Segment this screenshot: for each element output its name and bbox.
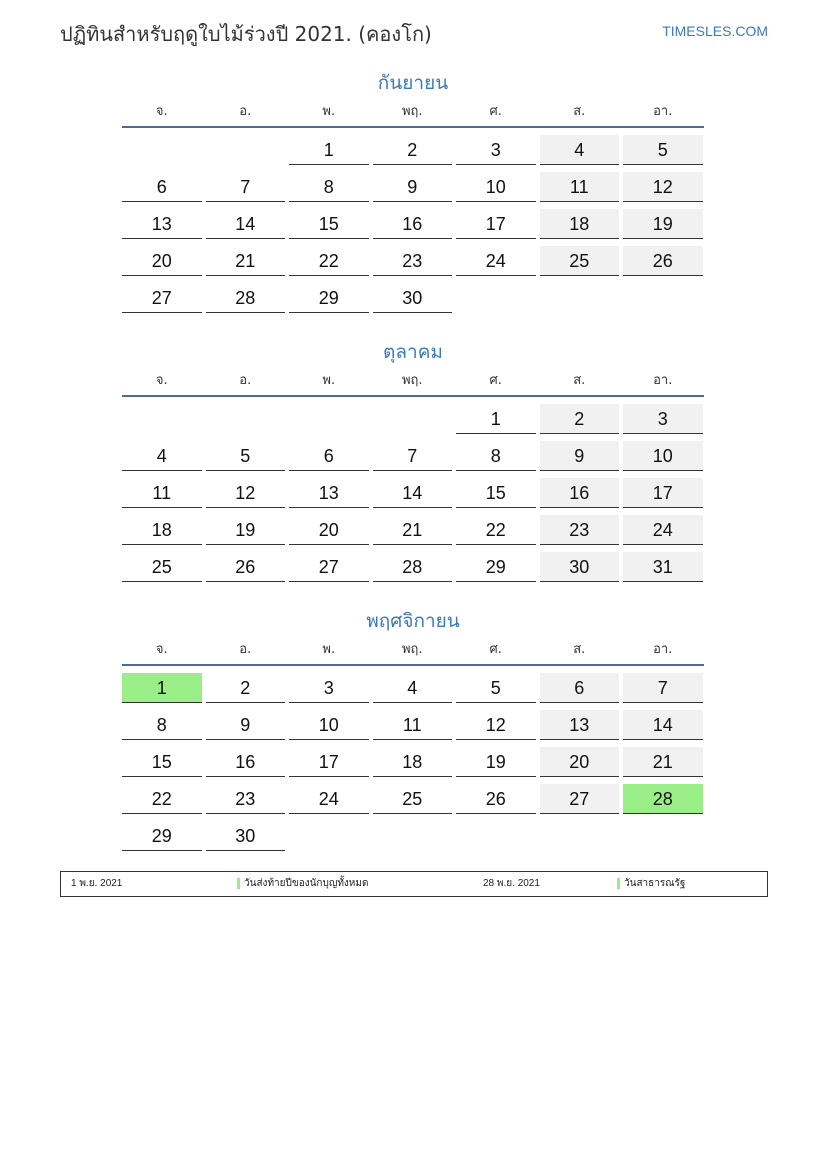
empty-cell	[540, 821, 620, 850]
day-cell[interactable]: 23	[540, 515, 620, 545]
month-november	[122, 606, 704, 851]
holiday-legend	[60, 871, 768, 897]
month-october	[122, 337, 704, 582]
day-cell[interactable]: 23	[373, 246, 453, 276]
day-cell[interactable]: 1	[289, 135, 369, 165]
day-cell[interactable]: 28	[623, 784, 703, 814]
day-cell[interactable]: 19	[623, 209, 703, 239]
day-cell[interactable]: 26	[206, 552, 286, 582]
day-cell[interactable]: 5	[206, 441, 286, 471]
legend-label: วันส่งท้ายปีของนักบุญทั้งหมด	[244, 878, 369, 889]
day-cell[interactable]: 18	[373, 747, 453, 777]
weekday-label: อ.	[239, 104, 252, 119]
weekday-label: จ.	[155, 373, 168, 388]
empty-cell	[289, 404, 369, 433]
day-cell[interactable]: 16	[206, 747, 286, 777]
day-cell[interactable]: 17	[623, 478, 703, 508]
holiday-marker-icon	[237, 878, 240, 889]
day-cell[interactable]: 27	[289, 552, 369, 582]
day-cell[interactable]: 26	[623, 246, 703, 276]
day-cell[interactable]: 3	[289, 673, 369, 703]
day-cell[interactable]: 2	[373, 135, 453, 165]
day-cell[interactable]: 15	[456, 478, 536, 508]
day-cell[interactable]: 11	[373, 710, 453, 740]
empty-cell	[289, 821, 369, 850]
day-cell[interactable]: 2	[540, 404, 620, 434]
day-cell[interactable]: 13	[122, 209, 202, 239]
day-cell[interactable]: 29	[289, 283, 369, 313]
day-cell[interactable]: 4	[122, 441, 202, 471]
day-cell[interactable]: 24	[456, 246, 536, 276]
day-cell[interactable]: 14	[623, 710, 703, 740]
day-cell[interactable]: 23	[206, 784, 286, 814]
day-grid	[122, 666, 704, 851]
page-title: ปฏิทินสำหรับฤดูใบไม้ร่วงปี 2021. (คองโก)	[60, 22, 432, 46]
empty-cell	[206, 404, 286, 433]
empty-cell	[122, 404, 202, 433]
day-cell[interactable]: 8	[456, 441, 536, 471]
day-cell[interactable]: 11	[122, 478, 202, 508]
month-name: ตุลาคม	[383, 341, 443, 363]
day-cell[interactable]: 17	[456, 209, 536, 239]
day-cell[interactable]: 7	[623, 673, 703, 703]
weekday-label: ส.	[573, 104, 586, 119]
day-cell[interactable]: 25	[373, 784, 453, 814]
weekday-header	[122, 640, 704, 666]
day-cell[interactable]: 30	[540, 552, 620, 582]
day-cell[interactable]: 1	[122, 673, 202, 703]
weekday-label: พ.	[322, 104, 336, 119]
weekday-label: พฤ.	[401, 373, 423, 388]
brand-link[interactable]: TIMESLES.COM	[662, 23, 768, 39]
day-cell[interactable]: 14	[373, 478, 453, 508]
day-cell[interactable]: 15	[289, 209, 369, 239]
weekday-label: จ.	[155, 642, 168, 657]
day-cell[interactable]: 29	[122, 821, 202, 851]
day-cell[interactable]: 22	[456, 515, 536, 545]
weekday-header	[122, 102, 704, 128]
day-cell[interactable]: 28	[206, 283, 286, 313]
month-name: พฤศจิกายน	[366, 610, 460, 632]
day-cell[interactable]: 31	[623, 552, 703, 582]
day-cell[interactable]: 16	[373, 209, 453, 239]
day-cell[interactable]: 22	[122, 784, 202, 814]
day-cell[interactable]: 19	[206, 515, 286, 545]
empty-cell	[623, 283, 703, 312]
day-cell[interactable]: 20	[540, 747, 620, 777]
day-cell[interactable]: 27	[122, 283, 202, 313]
day-cell[interactable]: 17	[289, 747, 369, 777]
day-cell[interactable]: 28	[373, 552, 453, 582]
day-cell[interactable]: 12	[623, 172, 703, 202]
empty-cell	[456, 821, 536, 850]
holiday-marker-icon	[617, 878, 620, 889]
day-cell[interactable]: 10	[623, 441, 703, 471]
day-cell[interactable]: 7	[206, 172, 286, 202]
weekday-label: อา.	[653, 373, 673, 388]
day-cell[interactable]: 27	[540, 784, 620, 814]
day-cell[interactable]: 21	[206, 246, 286, 276]
month-september	[122, 68, 704, 313]
weekday-label: พฤ.	[401, 642, 423, 657]
day-cell[interactable]: 3	[623, 404, 703, 434]
weekday-label: ศ.	[489, 104, 502, 119]
day-cell[interactable]: 18	[540, 209, 620, 239]
legend-label: วันสาธารณรัฐ	[624, 878, 686, 889]
legend-item	[237, 872, 369, 896]
day-cell[interactable]: 12	[206, 478, 286, 508]
legend-date: 28 พ.ย. 2021	[483, 878, 540, 889]
month-name: กันยายน	[377, 72, 449, 94]
weekday-label: พ.	[322, 642, 336, 657]
day-grid	[122, 128, 704, 313]
day-cell[interactable]: 1	[456, 404, 536, 434]
day-cell[interactable]: 29	[456, 552, 536, 582]
weekday-header	[122, 371, 704, 397]
weekday-label: พฤ.	[401, 104, 423, 119]
empty-cell	[456, 283, 536, 312]
day-cell[interactable]: 4	[373, 673, 453, 703]
day-cell[interactable]: 15	[122, 747, 202, 777]
day-cell[interactable]: 11	[540, 172, 620, 202]
day-cell[interactable]: 24	[623, 515, 703, 545]
day-cell[interactable]: 9	[540, 441, 620, 471]
day-cell[interactable]: 8	[289, 172, 369, 202]
day-cell[interactable]: 6	[289, 441, 369, 471]
weekday-label: ศ.	[489, 642, 502, 657]
day-cell[interactable]: 6	[540, 673, 620, 703]
day-cell[interactable]: 13	[289, 478, 369, 508]
legend-item	[617, 872, 685, 896]
legend-date: 1 พ.ย. 2021	[71, 878, 123, 889]
day-cell[interactable]: 7	[373, 441, 453, 471]
day-cell[interactable]: 30	[206, 821, 286, 851]
empty-cell	[206, 135, 286, 164]
weekday-label: จ.	[155, 104, 168, 119]
day-cell[interactable]: 24	[289, 784, 369, 814]
day-cell[interactable]: 12	[456, 710, 536, 740]
weekday-label: อ.	[239, 642, 252, 657]
day-cell[interactable]: 21	[623, 747, 703, 777]
day-cell[interactable]: 21	[373, 515, 453, 545]
day-cell[interactable]: 20	[122, 246, 202, 276]
day-cell[interactable]: 20	[289, 515, 369, 545]
day-cell[interactable]: 18	[122, 515, 202, 545]
empty-cell	[623, 821, 703, 850]
day-cell[interactable]: 25	[122, 552, 202, 582]
weekday-label: อา.	[653, 642, 673, 657]
weekday-label: ส.	[573, 373, 586, 388]
weekday-label: อ.	[239, 373, 252, 388]
day-cell[interactable]: 4	[540, 135, 620, 165]
day-cell[interactable]: 13	[540, 710, 620, 740]
day-cell[interactable]: 10	[456, 172, 536, 202]
empty-cell	[373, 404, 453, 433]
day-cell[interactable]: 25	[540, 246, 620, 276]
day-cell[interactable]: 10	[289, 710, 369, 740]
day-grid	[122, 397, 704, 582]
day-cell[interactable]: 19	[456, 747, 536, 777]
day-cell[interactable]: 16	[540, 478, 620, 508]
weekday-label: ศ.	[489, 373, 502, 388]
empty-cell	[540, 283, 620, 312]
weekday-label: อา.	[653, 104, 673, 119]
weekday-label: พ.	[322, 373, 336, 388]
day-cell[interactable]: 30	[373, 283, 453, 313]
day-cell[interactable]: 9	[206, 710, 286, 740]
day-cell[interactable]: 8	[122, 710, 202, 740]
day-cell[interactable]: 14	[206, 209, 286, 239]
empty-cell	[122, 135, 202, 164]
day-cell[interactable]: 9	[373, 172, 453, 202]
day-cell[interactable]: 5	[623, 135, 703, 165]
empty-cell	[373, 821, 453, 850]
day-cell[interactable]: 22	[289, 246, 369, 276]
day-cell[interactable]: 6	[122, 172, 202, 202]
day-cell[interactable]: 2	[206, 673, 286, 703]
day-cell[interactable]: 5	[456, 673, 536, 703]
weekday-label: ส.	[573, 642, 586, 657]
day-cell[interactable]: 26	[456, 784, 536, 814]
day-cell[interactable]: 3	[456, 135, 536, 165]
